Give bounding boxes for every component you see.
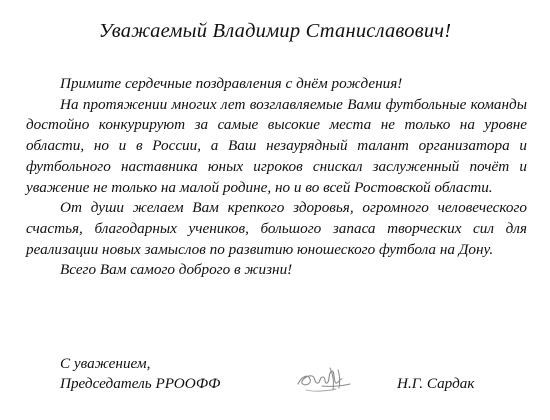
letter-paragraph: От души желаем Вам крепкого здоровья, огромного человеческого счастья, благодарных учеников, большого запаса творческих сил для реализации новых замыслов по развитию юношеского футбола на Дону. [26,199,527,258]
letter-paragraph: Всего Вам самого доброго в жизни! [60,261,293,279]
letter-body [26,74,527,281]
signer-name: Н.Г. Сардак [397,375,475,392]
handwritten-signature [292,364,354,396]
letter-paragraph: На протяжении многих лет возглавляемые Вами футбольные команды достойно конкурируют за самые высокие места не только на уровне области, но и в России, а Ваш незаурядный талант организатора и футбольного наставника юных игроков снискал заслуженный почёт и уважение не только на малой родине, но и во всей Ростовской области. [26,95,527,196]
letter-paragraph: Примите сердечные поздравления с днём рождения! [60,75,403,92]
letter-greeting: Уважаемый Владимир Станиславович! [98,20,452,42]
signature-line [60,374,520,404]
letter-closing: С уважением, [60,355,151,372]
signer-title: Председатель РРООФФ [60,375,221,392]
